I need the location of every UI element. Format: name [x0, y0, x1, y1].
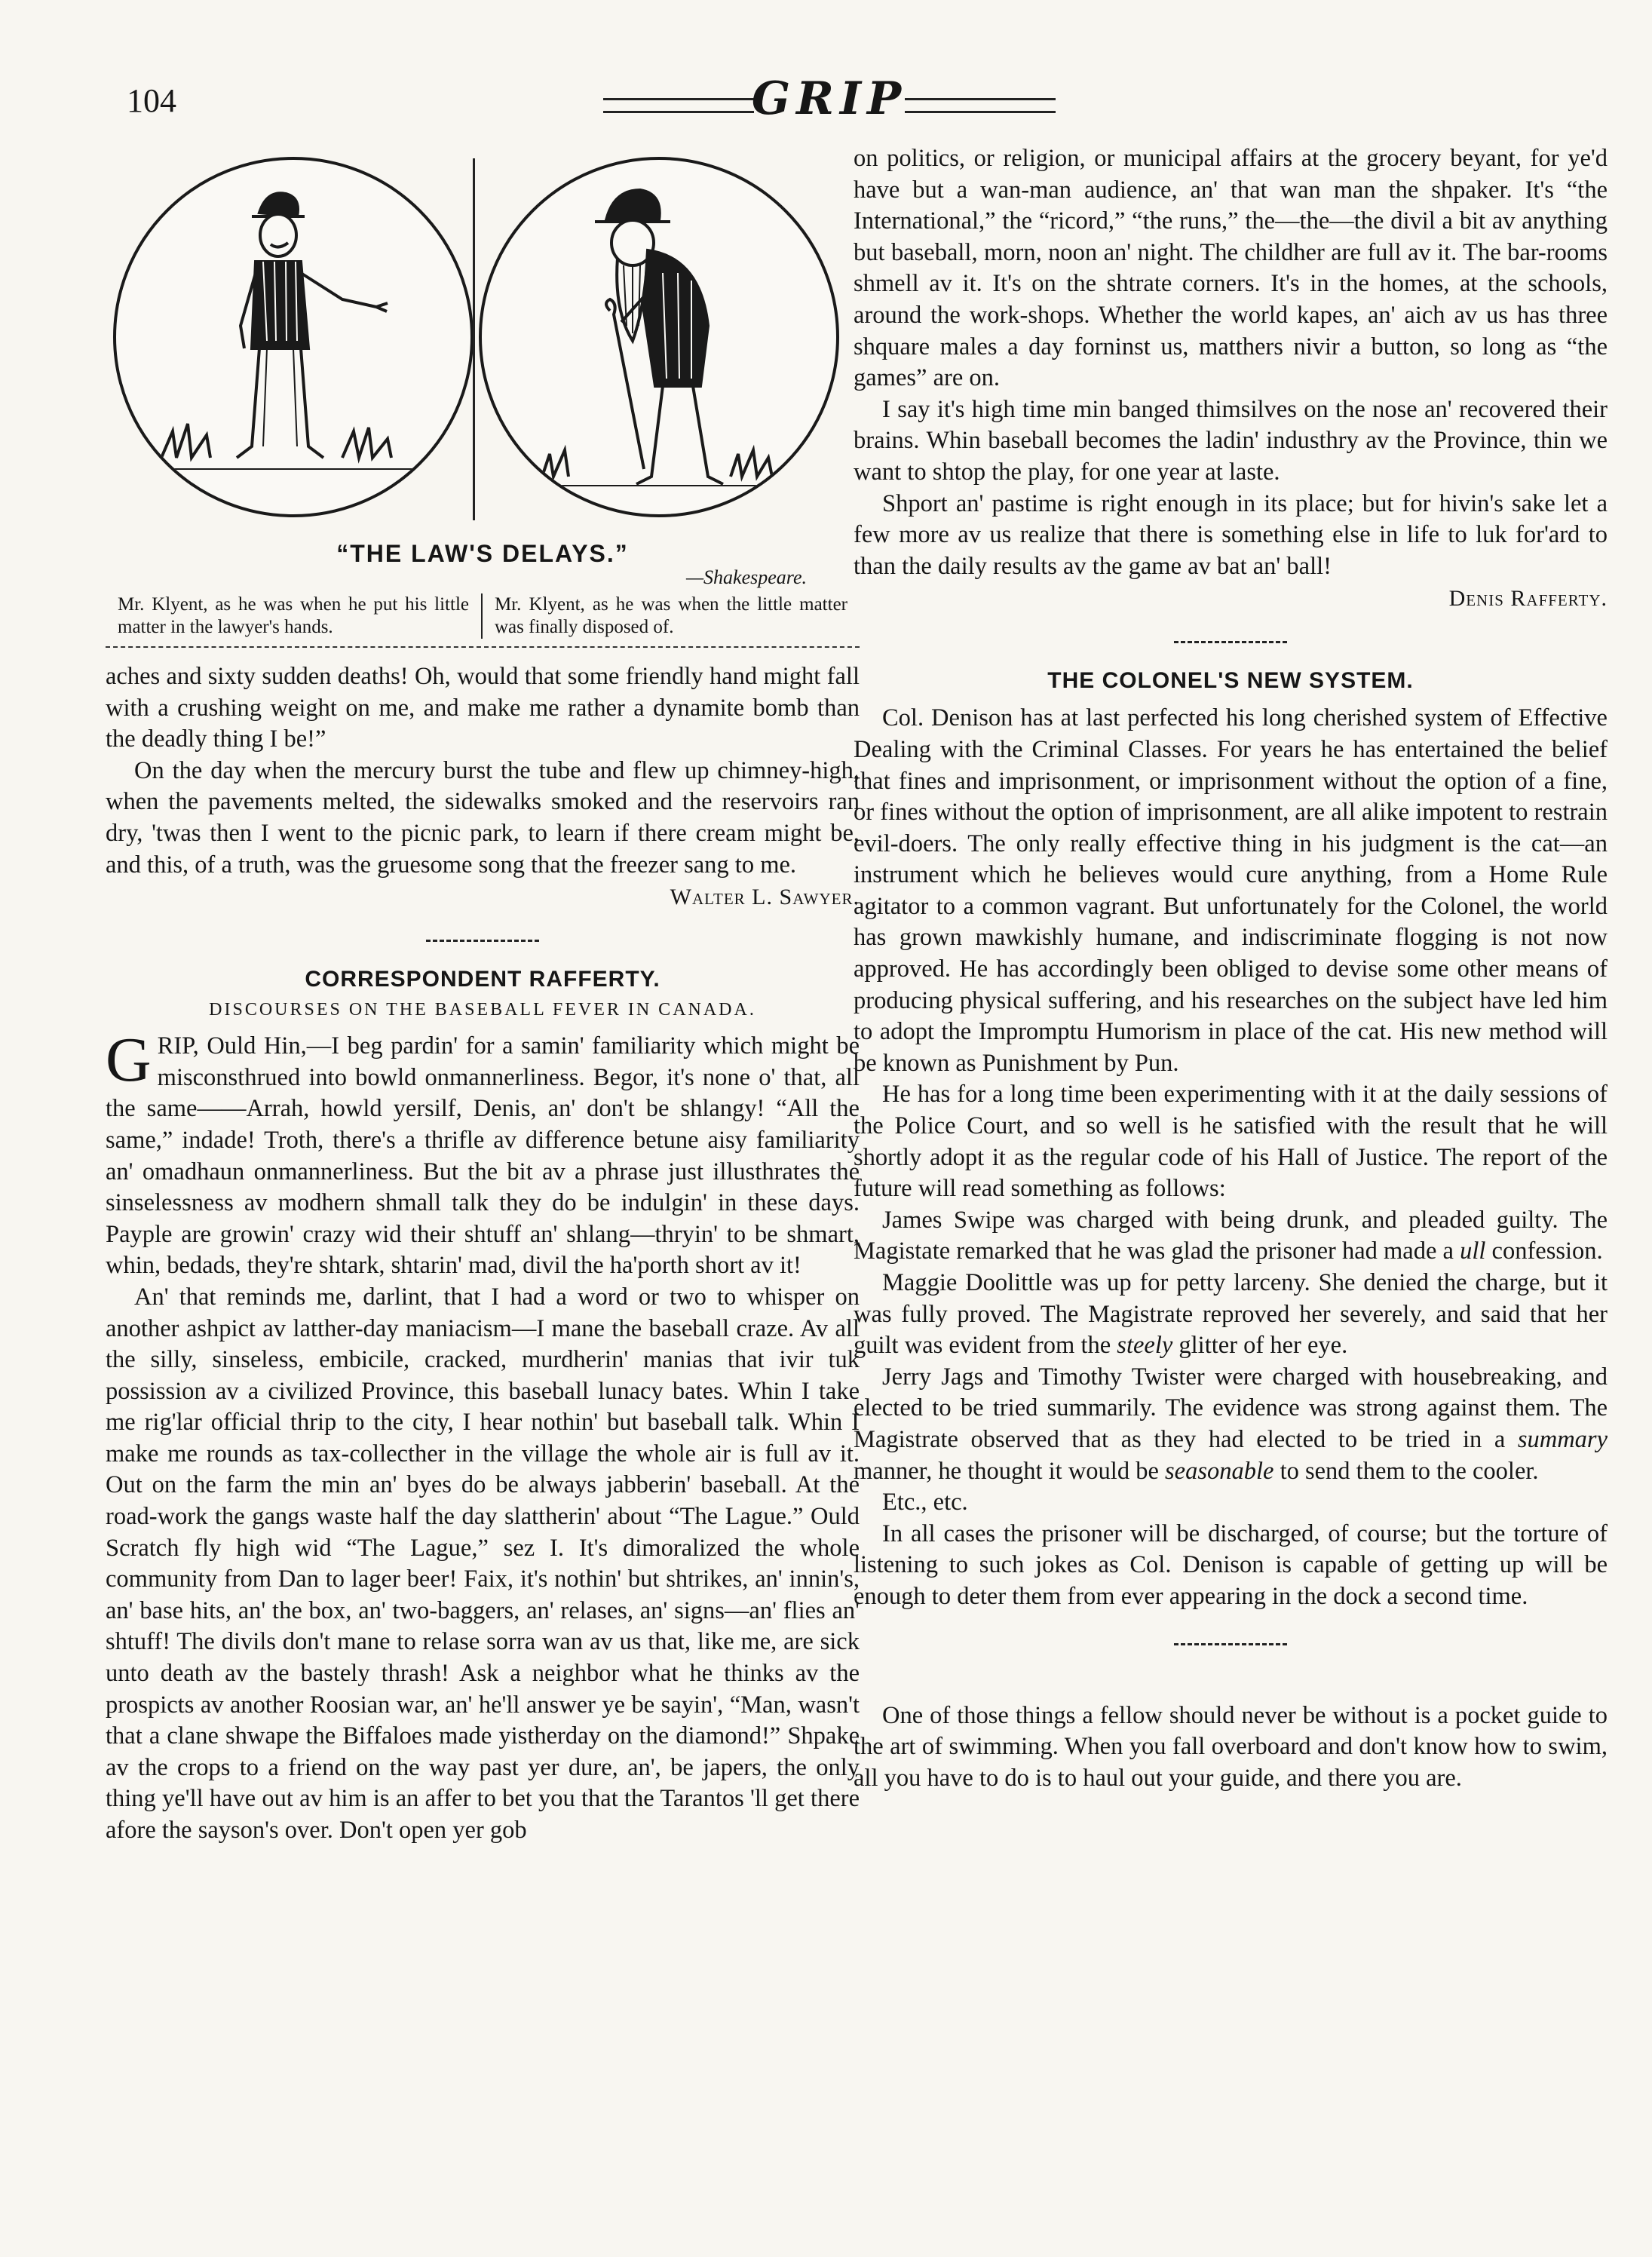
- section-separator: [106, 929, 860, 952]
- sawyer-paragraph-2: On the day when the mercury burst the tube and flew up chimney-high, when the pavements melted, the sidewalks smoked and the reservoirs ran dry, 'twas then I went to the picnic park, to learn if there cream might be, and this, of a truth, was the gruesome song that the freezer sang to me.: [106, 756, 860, 879]
- rafferty-paragraph-3: on politics, or religion, or municipal affairs at the grocery beyant, for ye'd have but a wan-man audience, an' that wan man the shpaker. It's “the International,” the “ricord,” “the runs,” the—the—the divil a bit av anything but baseball, morn, noon an' night. The childher are full av it. The bar-rooms shmell av it. It's on the shtrate corners. It's in the homes, at the schools, around the work-shops. Whether the world kapes, an' aich av us has three shquare males a day forninst us, matthers nivir a button, so long as “the games” are on.: [854, 145, 1608, 392]
- section-separator: [854, 630, 1608, 653]
- rafferty-paragraph-5: Shport an' pastime is right enough in its place; but for hivin's sake let a few more av us realize that there is something else in life to luk for'ard to than the daily results av the game av bat an' ball!: [854, 489, 1608, 580]
- caption-before: Mr. Klyent, as he was when he put his little matter in the lawyer's hands.: [106, 593, 483, 639]
- swimming-paragraph: One of those things a fellow should never be without is a pocket guide to the art of swimming. When you fall overboard and don't know how to swim, all you have to do is to haul out your guide, and there you are.: [854, 1701, 1608, 1792]
- left-column: [106, 143, 860, 1847]
- cartoon-divider: [473, 158, 475, 520]
- right-column: [854, 143, 1608, 1794]
- colonel-paragraph-3: James Swipe was charged with being drunk, and pleaded guilty. The Magistate remarked that he was glad the prisoner had made a ull confession.: [854, 1206, 1608, 1265]
- colonel-paragraph-6: Etc., etc.: [882, 1489, 968, 1516]
- caption-after: Mr. Klyent, as he was when the little matter was finally disposed of.: [495, 594, 847, 637]
- cartoon-title: “THE LAW'S DELAYS.”: [336, 540, 629, 567]
- rafferty-signature: Denis Rafferty.: [1448, 586, 1608, 612]
- colonel-paragraph-1: Col. Denison has at last perfected his long cherished system of Effective Dealing with the Criminal Classes. For years he has entertained the belief that fines and imprisonment, or imprisonment without the option of a fine, or fines without the option of imprisonment, are all alike impotent to restrain evil-doers. The only really effective thing in his judgment is the cat—an instrument which he believes would cure anything, from a Home Rule agitator to a common vagrant. But unfortunately for the Colonel, the world has grown mawkishly humane, and indiscriminate flogging is not now approved. He has accordingly been obliged to devise some other means of producing physical suffering, and his researches on the subject have led him to adopt the Impromptu Humorism in place of the cat. His new method will be known as Punishment by Pun.: [854, 704, 1608, 1077]
- cartoon-illustration: [106, 143, 860, 535]
- sawyer-signature: Walter L. Sawyer.: [670, 885, 860, 910]
- cartoon-captions: [106, 593, 860, 639]
- cartoon-panel-before: [113, 157, 474, 517]
- cartoon-panel-after: [479, 157, 839, 517]
- rafferty-paragraph-1: GRIP, Ould Hin,—I beg pardin' for a samin' familiarity which might be misconsthrued into bowld onmannerliness. Begor, it's none o' that, all the same——Arrah, howld yersilf, Denis, an' don't be shlangy! “All the same,” indade! Troth, there's a thrifle av difference betune aisy familiarity an' omadhaun onmannerliness. But the bit av a phrase just illusthrates the sinselessness av modhern shmall talk they do be indulgin' in these days. Payple are growin' crazy wid their shtuff an' shlang—thryin' to be shmart, whin, bedads, they're shtark, shtarin' mad, divil the ha'porth short av it!: [106, 1025, 860, 1280]
- masthead: [588, 72, 1071, 125]
- sawyer-paragraph-1: aches and sixty sudden deaths! Oh, would that some friendly hand might fall with a crushing weight on me, and make me rather a dynamite bomb than the deadly thing I be!”: [106, 663, 860, 753]
- colonel-paragraph-4: Maggie Doolittle was up for petty larceny. She denied the charge, but it was fully proved. The Magistrate reproved her severely, and said that her guilt was evident from the steely glitter of her eye.: [854, 1269, 1608, 1360]
- cartoon-attribution: —Shakespeare.: [685, 566, 807, 588]
- colonel-paragraph-7: In all cases the prisoner will be discharged, of course; but the torture of listening to such jokes as Col. Denison is capable of getting up will be enough to deter them from ever appearing in the dock a second time.: [854, 1519, 1608, 1610]
- masthead-title: GRIP: [751, 72, 908, 125]
- colonel-paragraph-5: Jerry Jags and Timothy Twister were charged with housebreaking, and elected to be tried summarily. The evidence was strong against them. The Magistrate observed that as they had elected to be tried in a summary manner, he thought it would be seasonable to send them to the cooler.: [854, 1363, 1608, 1485]
- rafferty-heading: CORRESPONDENT RAFFERTY.: [305, 967, 660, 992]
- colonel-heading: THE COLONEL'S NEW SYSTEM.: [1047, 668, 1414, 694]
- rafferty-paragraph-2: An' that reminds me, darlint, that I had a word or two to whisper on another ashpict av latther-day maniacism—I mane the baseball craze. Av all the silly, sinseless, embicile, cracked, murdherin' manias that ivir tuk possission av a civilized Province, this baseball lunacy bates. Whin I take me rig'lar official thrip to the city, I hear nothin' but baseball talk. Whin I make me rounds as tax-collecther in the village the whole air is full av it. Out on the farm the min an' byes do be always jabberin' baseball. At the road-work the gangs waste half the day slattherin' about “The Lague.” Ould Scratch fly high wid “The Lague,” sez I. It's dimoralized the whole community from Dan to lager beer! Faix, it's nothin' but shtrikes, an' innin's, an' base hits, an' the box, an' two-baggers, an' relases, an' signs—an' flies an' shtuff! The divils don't mane to relase sorra wan av us that, like me, are sick unto death av the bastely thrash! Ask a neighbor what he thinks av the prospicts av another Roosian war, an' he'll answer ye be sayin', “Man, wasn't that a clane shwape the Biffaloes made yistherday on the diamond!” Shpake av the crops to a friend on the way past yer dure, an', be japers, the only thing ye'll have out av him is an affer to bet you that the Tarantos 'll get there afore the sayson's over. Don't open yer gob: [106, 1283, 860, 1844]
- section-separator: [854, 1633, 1608, 1655]
- page-number: 104: [127, 82, 176, 119]
- drop-cap: G: [106, 1025, 152, 1096]
- masthead-ornament-right: [905, 98, 1056, 113]
- caption-rule: [106, 646, 860, 648]
- rafferty-paragraph-4: I say it's high time min banged thimsilves on the nose an' recovered their brains. Whin baseball becomes the ladin' industhry av the Province, thin we want to shtop the play, for one year at laste.: [854, 395, 1608, 486]
- old-client-drawing: [482, 160, 836, 514]
- colonel-paragraph-2: He has for a long time been experimenting with it at the daily sessions of the Police Court, and so well is he satisfied with the result that he will shortly adopt it as the regular code of his Hall of Justice. The report of the future will read something as follows:: [854, 1081, 1608, 1203]
- rafferty-subheading: DISCOURSES ON THE BASEBALL FEVER IN CANADA.: [209, 1000, 756, 1020]
- young-client-drawing: [116, 160, 470, 514]
